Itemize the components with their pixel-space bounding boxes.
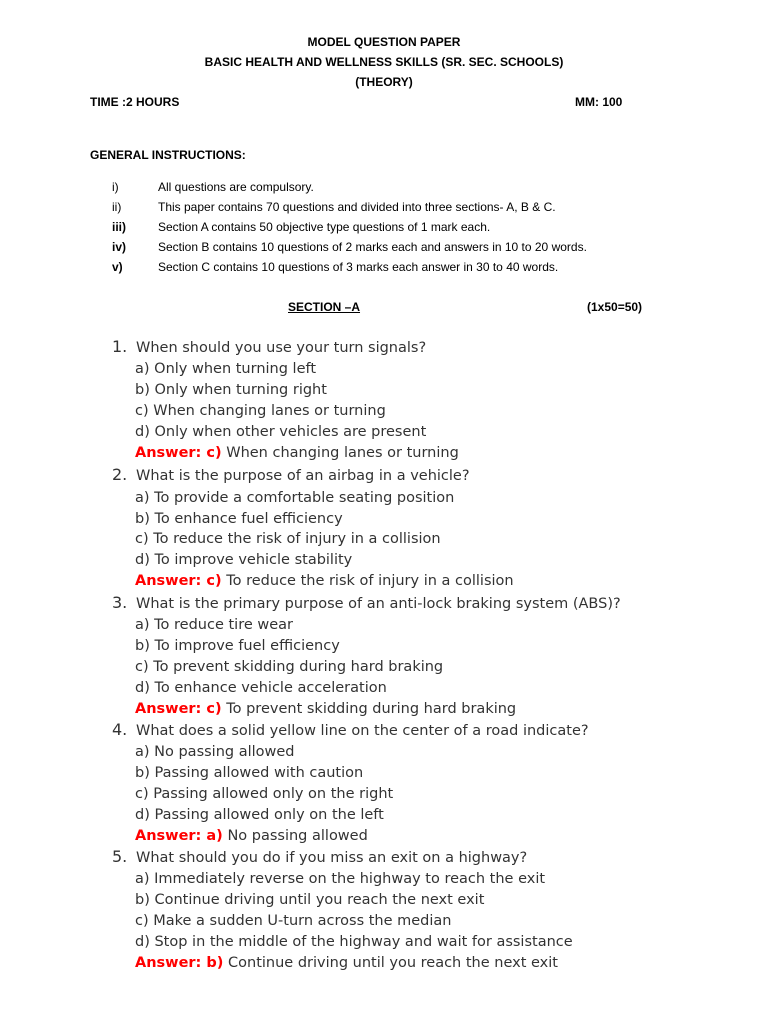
instruction-number: iii) [112,220,126,234]
question-text: When should you use your turn signals? [136,340,427,356]
question-text: What should you do if you miss an exit on a highway? [136,850,528,866]
paper-subject: BASIC HEALTH AND WELLNESS SKILLS (SR. SEC. SCHOOLS) [204,55,564,69]
question-number: 3. [112,593,128,612]
option-text: c) Passing allowed only on the right [135,786,394,802]
answer-line [135,700,516,718]
instruction-text: This paper contains 70 questions and divided into three sections- A, B & C. [158,200,556,214]
option-text: a) No passing allowed [135,744,295,760]
answer-label: Answer: b) [135,955,224,971]
question-number: 2. [112,465,128,484]
question-number: 1. [112,337,128,356]
option-text: d) Stop in the middle of the highway and wait for assistance [135,934,573,950]
option-text: b) Only when turning right [135,382,327,398]
answer-line [135,572,514,590]
instruction-text: Section A contains 50 objective type questions of 1 mark each. [158,220,491,234]
instruction-number: iv) [112,240,127,254]
instruction-number: ii) [112,200,122,214]
option-text: d) To improve vehicle stability [135,552,353,568]
answer-label: Answer: a) [135,828,223,844]
instruction-item [0,220,768,240]
answer-text: To reduce the risk of injury in a collision [226,573,514,589]
question-number: 5. [112,847,128,866]
question-text: What is the purpose of an airbag in a vehicle? [136,468,470,484]
option-text: d) Passing allowed only on the left [135,807,384,823]
question-text: What does a solid yellow line on the center of a road indicate? [136,723,589,739]
answer-label: Answer: c) [135,445,222,461]
instruction-item [0,180,768,200]
answer-label: Answer: c) [135,573,222,589]
answer-text: No passing allowed [227,828,368,844]
answer-label: Answer: c) [135,701,222,717]
instruction-item [0,200,768,220]
instruction-number: i) [112,180,119,194]
question-text: What is the primary purpose of an anti-lock braking system (ABS)? [136,596,621,612]
option-text: c) To prevent skidding during hard braking [135,659,444,675]
max-marks: MM: 100 [575,95,623,109]
answer-text: Continue driving until you reach the next exit [228,955,558,971]
option-text: c) To reduce the risk of injury in a collision [135,531,441,547]
instruction-item [0,260,768,280]
option-text: a) Immediately reverse on the highway to reach the exit [135,871,546,887]
option-text: b) Passing allowed with caution [135,765,364,781]
option-text: a) To reduce tire wear [135,617,293,633]
answer-text: When changing lanes or turning [226,445,459,461]
paper-title: MODEL QUESTION PAPER [307,35,461,49]
instructions-heading: GENERAL INSTRUCTIONS: [90,148,246,162]
answer-line [135,444,459,462]
option-text: b) To improve fuel efficiency [135,638,340,654]
answer-line [135,827,368,845]
option-text: d) Only when other vehicles are present [135,424,427,440]
question-number: 4. [112,720,128,739]
option-text: a) Only when turning left [135,361,317,377]
option-text: a) To provide a comfortable seating position [135,490,455,506]
section-marks: (1x50=50) [587,300,643,314]
option-text: c) Make a sudden U-turn across the median [135,913,452,929]
answer-text: To prevent skidding during hard braking [226,701,517,717]
option-text: c) When changing lanes or turning [135,403,386,419]
instruction-text: Section B contains 10 questions of 2 marks each and answers in 10 to 20 words. [158,240,587,254]
time-allowed: TIME :2 HOURS [90,95,180,109]
instruction-text: All questions are compulsory. [158,180,314,194]
option-text: d) To enhance vehicle acceleration [135,680,387,696]
section-title: SECTION –A [288,300,361,314]
option-text: b) To enhance fuel efficiency [135,511,343,527]
instruction-text: Section C contains 10 questions of 3 marks each answer in 30 to 40 words. [158,260,559,274]
option-text: b) Continue driving until you reach the next exit [135,892,485,908]
paper-type: (THEORY) [355,75,413,89]
answer-line [135,954,558,972]
instruction-item [0,240,768,260]
instruction-number: v) [112,260,123,274]
